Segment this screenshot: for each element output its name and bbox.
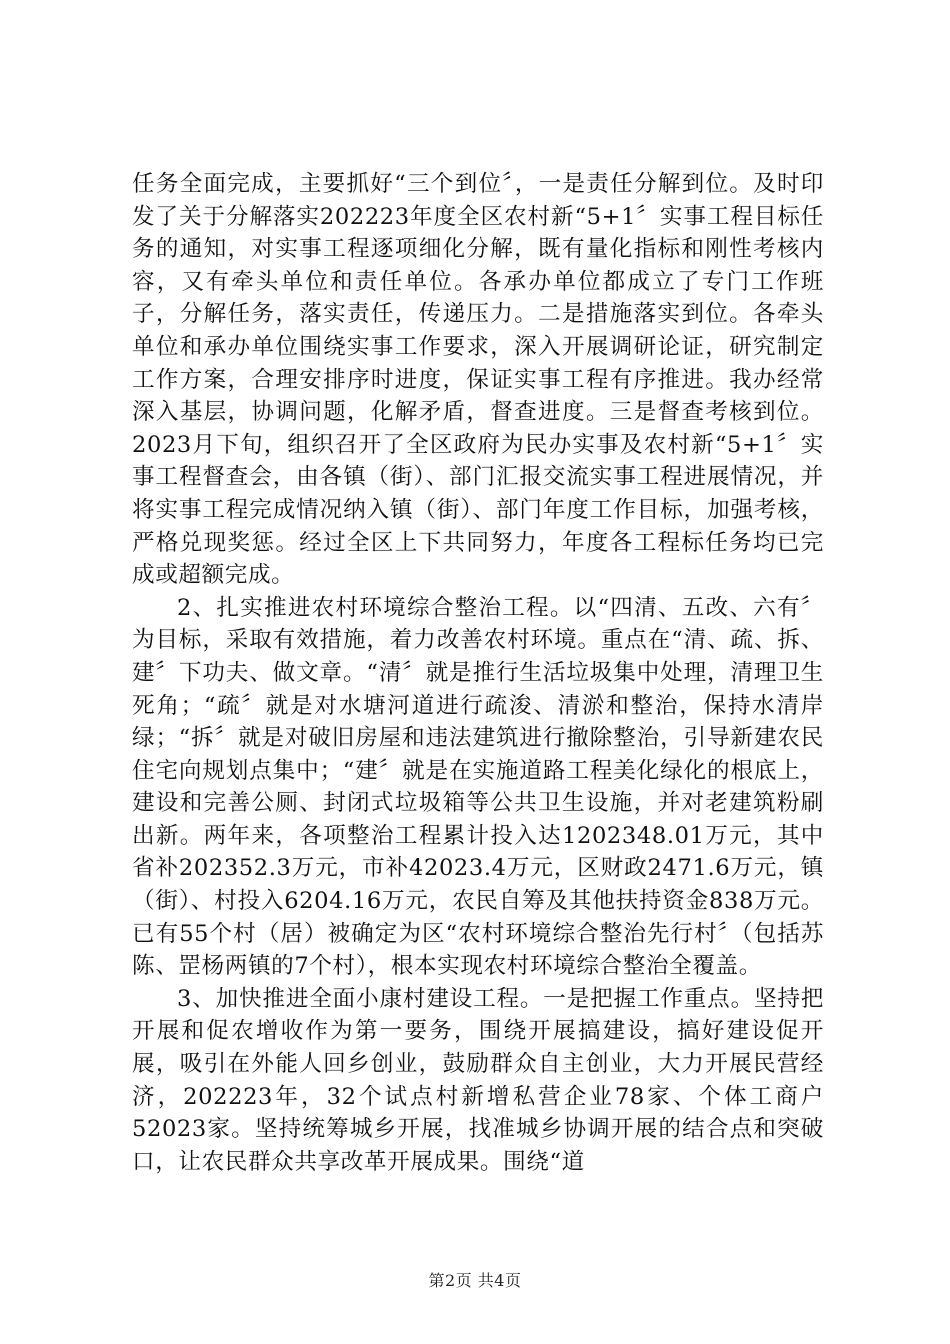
paragraph-3: 3、加快推进全面小康村建设工程。一是把握工作重点。坚持把开展和促农增收作为第一要务，围绕开展搞建设，搞好建设促开展，吸引在外能人回乡创业，鼓励群众自主创业，大力开展民营经济，202223年，32个试点村新增私营企业78家、个体工商户52023家。坚持统筹城乡开展，找准城乡协调开展的结合点和突破口，让农民群众共享改革开展成果。围绕“道: [132, 985, 824, 1175]
paragraph-1: 任务全面完成，主要抓好“三个到位〞，一是责任分解到位。及时印发了关于分解落实202223年度全区农村新“5+1〞实事工程目标任务的通知，对实事工程逐项细化分解，既有量化指标和刚性考核内容，又有牵头单位和责任单位。各承办单位都成立了专门工作班子，分解任务，落实责任，传递压力。二是措施落实到位。各牵头单位和承办单位围绕实事工作要求，深入开展调研论证，研究制定工作方案，合理安排序时进度，保证实事工程有序推进。我办经常深入基层，协调问题，化解矛盾，督查进度。三是督查考核到位。2023月下旬，组织召开了全区政府为民办实事及农村新“5+1〞实事工程督查会，由各镇（街）、部门汇报交流实事工程进展情况，并将实事工程完成情况纳入镇（街）、部门年度工作目标，加强考核，严格兑现奖惩。经过全区上下共同努力，年度各工程标任务均已完成或超额完成。: [132, 171, 824, 589]
paragraph-2: 2、扎实推进农村环境综合整治工程。以“四清、五改、六有〞为目标，采取有效措施，着力改善农村环境。重点在“清、疏、拆、建〞下功夫、做文章。“清〞就是推行生活垃圾集中处理，清理卫生死角；“疏〞就是对水塘河道进行疏浚、清淤和整治，保持水清岸绿；“拆〞就是对破旧房屋和违法建筑进行撤除整治，引导新建农民住宅向规划点集中；“建〞就是在实施道路工程美化绿化的根底上，建设和完善公厕、封闭式垃圾箱等公共卫生设施，并对老建筑粉刷出新。两年来，各项整治工程累计投入达1202348.01万元，其中省补202352.3万元，市补42023.4万元，区财政2471.6万元，镇（街）、村投入6204.16万元，农民自筹及其他扶持资金838万元。已有55个村（居）被确定为区“农村环境综合整治先行村〞（包括苏陈、罡杨两镇的7个村），根本实现农村环境综合整治全覆盖。: [132, 594, 824, 980]
document-body: [132, 168, 824, 1178]
page-number-footer: 第2页 共4页: [428, 1271, 522, 1290]
